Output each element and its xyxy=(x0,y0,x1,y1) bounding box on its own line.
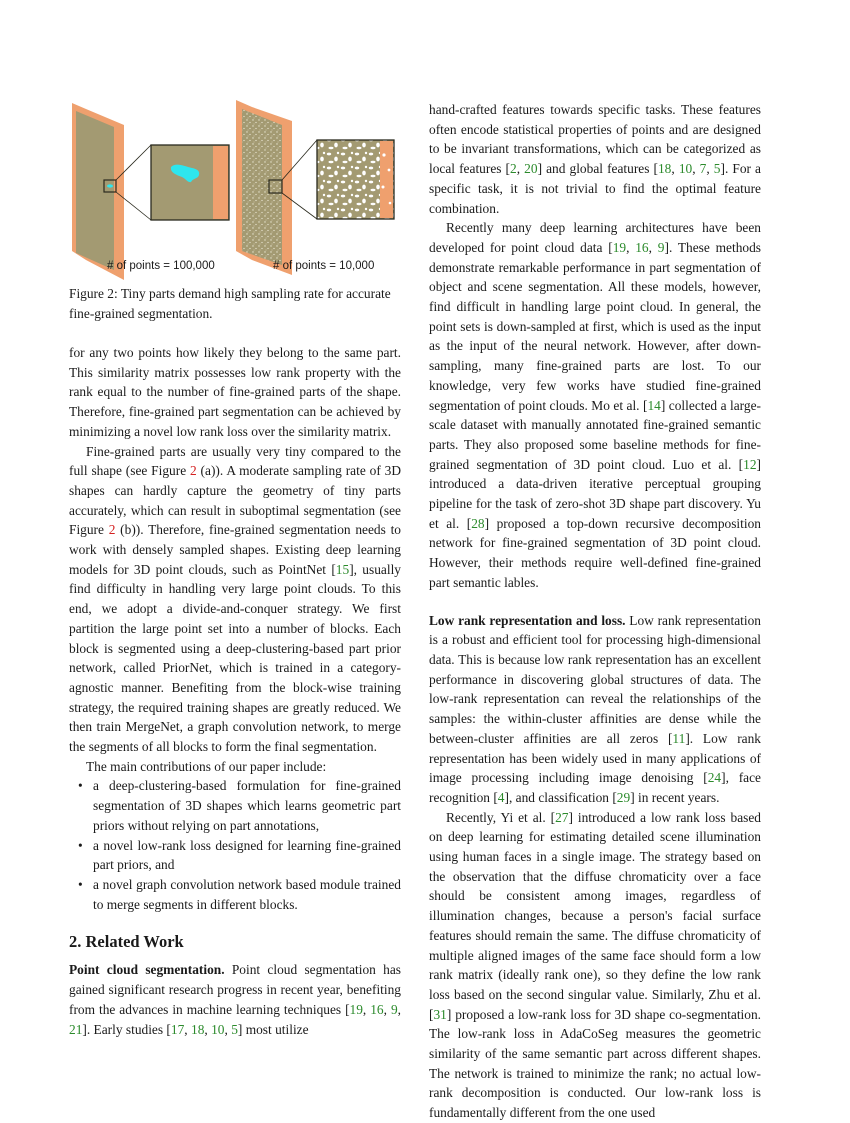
text: , xyxy=(692,161,700,177)
text: ] collected a large-scale dataset with manually annotated fine-grained semantic parts. They also proposed some baseline methods for fine-grained segmentation of 3D point cloud. Luo et al. [ xyxy=(429,397,761,472)
citation-link[interactable]: 29 xyxy=(616,789,631,805)
paragraph-point-cloud-segmentation xyxy=(69,960,401,1039)
citation-link[interactable]: 31 xyxy=(433,1006,447,1022)
citation-link[interactable]: 9 xyxy=(657,239,665,255)
dense-inset xyxy=(151,145,229,220)
figure-ref-link[interactable]: 2 xyxy=(108,522,116,538)
text: , xyxy=(706,161,714,177)
text: ], and classification [ xyxy=(504,789,617,805)
citation-link[interactable]: 11 xyxy=(672,730,686,746)
dense-door xyxy=(72,103,151,280)
text: , xyxy=(184,1021,191,1037)
citation-link[interactable]: 16 xyxy=(635,239,649,255)
paragraph-similarity: for any two points how likely they belong to the same part. This similarity matrix possesses low rank property with the rank equal to the number of fine-grained parts of the shape. Therefore, fine-grained part segmentation can be achieved by minimizing a novel low rank loss over the similarity matrix. xyxy=(69,345,401,439)
sparse-panel-label: # of points = 10,000 xyxy=(273,260,375,272)
text: Point cloud segmentation has gained significant research progress in recent year, benefiting from the advances in machine learning techniques [ xyxy=(69,962,402,1017)
citation-link[interactable]: 5 xyxy=(713,161,721,177)
text: Recently many deep learning architectures have been developed for point cloud data [ xyxy=(429,220,761,255)
right-column xyxy=(429,100,761,1123)
citation-link[interactable]: 14 xyxy=(647,397,661,413)
text: , xyxy=(626,239,636,255)
text: ] and global features [ xyxy=(537,161,658,177)
figure-ref-link[interactable]: 2 xyxy=(190,463,197,479)
list-item: • a deep-clustering-based formulation for fine-grained segmentation of 3D shapes which learns geometric part priors without relying on part annotations, xyxy=(69,776,401,835)
paragraph-contributions-intro: The main contributions of our paper include: xyxy=(86,758,327,774)
paragraph-low-rank xyxy=(429,611,761,808)
text: Recently, Yi et al. [ xyxy=(446,809,556,825)
citation-link[interactable]: 28 xyxy=(471,515,485,531)
left-column xyxy=(69,343,401,1039)
text: ] introduced a data-driven iterative perceptual grouping pipeline for the task of zero-shot 3D shape part discovery. Yu et al. [ xyxy=(429,456,761,531)
text: ]. These methods demonstrate remarkable performance in part segmentation of object and scene segmentation. All these models, however, find difficult in handling large point cloud. In general, the point sets is down-sampled at first, which is used as the input as the input of the neural network. However, after down-sampling, many fine-grained parts are lost. To our knowledge, very few works have studied fine-grained segmentation of point clouds. Mo et al. [ xyxy=(429,239,761,413)
text: Low rank representation is a robust and efficient tool for processing high-dimensional data. This is because low rank representation has an excellent performance in discovering global structures of data. The low-rank representation can reveal the relationships of the samples: the within-cluster affinities are dense while the between-cluster affinities are all zeros [ xyxy=(429,612,761,746)
paragraph-fine-grained xyxy=(69,442,401,757)
text: , xyxy=(648,239,658,255)
citation-link[interactable]: 12 xyxy=(743,456,757,472)
paragraph-heading: Point cloud segmentation. xyxy=(69,962,225,978)
text: ] most utilize xyxy=(237,1021,309,1037)
citation-link[interactable]: 16 xyxy=(370,1001,384,1017)
text: , xyxy=(671,161,679,177)
citation-link[interactable]: 27 xyxy=(555,809,569,825)
paragraph-heading: Low rank representation and loss. xyxy=(429,612,626,628)
text: (b)). Therefore, fine-grained segmentation needs to work with densely sampled shapes. Existing deep learning models for 3D point clouds, such as PointNet [ xyxy=(69,522,401,577)
text: ] in recent years. xyxy=(630,789,720,805)
caption-text: Tiny parts demand high sampling rate for accurate fine-grained segmentation. xyxy=(69,286,391,321)
citation-link[interactable]: 10 xyxy=(211,1021,225,1037)
citation-link[interactable]: 21 xyxy=(69,1021,83,1037)
text: ]. Early studies [ xyxy=(82,1021,171,1037)
citation-link[interactable]: 20 xyxy=(524,161,538,177)
text: ], face recognition [ xyxy=(429,770,761,805)
dense-panel-label: # of points = 100,000 xyxy=(107,260,215,272)
citation-link[interactable]: 7 xyxy=(699,161,707,177)
citation-link[interactable]: 24 xyxy=(707,770,722,786)
citation-link[interactable]: 2 xyxy=(510,161,517,177)
citation-link[interactable]: 5 xyxy=(231,1021,238,1037)
paragraph-gap xyxy=(429,593,761,611)
text: hand-crafted features towards specific tasks. These features often encode statistical properties of points and are designed to be invariant transformations, which can be categorized as local features [ xyxy=(429,102,761,177)
citation-link[interactable]: 9 xyxy=(390,1001,398,1017)
citation-link[interactable]: 19 xyxy=(349,1001,363,1017)
list-item: • a novel graph convolution network based module trained to merge segments in different blocks. xyxy=(69,875,401,914)
caption-label: Figure 2: xyxy=(69,286,118,301)
text: ] proposed a low-rank loss for 3D shape co-segmentation. The low-rank loss in AdaCoSeg measures the geometric similarity of the same semantic part across different shapes. The network is trained to minimize the rank; no actual low-rank decomposition is conducted. Our low-rank loss is fundamentally different from the one used xyxy=(429,1006,761,1121)
text: ] introduced a low rank loss based on deep learning for estimating detailed scene illumination using human faces in a single image. The strategy based on the observation that the diffuse chromaticity over a face should be consistent among images, regardless of illumination changes, because a person's facial surface features should remain the same. The diffuse chromaticity of multiple aligned images of the same face should form a low rank matrix (ideally rank one), so they define the low rank loss based on the second singular value. Similarly, Zhu et al. [ xyxy=(429,809,761,1022)
text: , xyxy=(516,161,525,177)
text: , xyxy=(224,1021,232,1037)
citation-link[interactable]: 15 xyxy=(335,561,350,577)
figure-2 xyxy=(60,95,420,280)
sparse-inset xyxy=(317,140,394,219)
contributions-list xyxy=(69,776,401,914)
text: ], usually find difficulty in handling very large point clouds. To this end, we adopt a divide-and-conquer strategy. We first partition the large point set into a number of blocks. Each block is segmented using a deep-clustering-based part prior network, called PriorNet, which is trained in a category-agnostic manner. Benefiting from the block-wise training strategy, the required training shapes are greatly reduced. We then train MergeNet, a graph convolution network, to merge the segments of all blocks to form the final segmentation. xyxy=(69,561,401,755)
citation-link[interactable]: 18 xyxy=(191,1021,205,1037)
figure-caption xyxy=(69,284,401,323)
paragraph-yi-et-al xyxy=(429,808,761,1123)
text: , xyxy=(383,1001,391,1017)
citation-link[interactable]: 17 xyxy=(170,1021,185,1037)
paragraph-deep-learning xyxy=(429,218,761,592)
citation-link[interactable]: 4 xyxy=(497,789,505,805)
citation-link[interactable]: 10 xyxy=(678,161,693,177)
paragraph-handcrafted-features xyxy=(429,100,761,218)
text: ]. For a specific task, it is not trivial to find the optimal feature combination. xyxy=(429,161,761,216)
text: , xyxy=(362,1001,371,1017)
citation-link[interactable]: 19 xyxy=(612,239,627,255)
text: , xyxy=(204,1021,212,1037)
text: (a)). A moderate sampling rate of 3D shapes can hardly capture the geometry of tiny parts accurately, which can result in suboptimal segmentation (see Figure xyxy=(69,463,401,538)
section-heading-related-work: 2. Related Work xyxy=(69,932,184,952)
text: ]. Low rank representation has been widely used in many applications of image processing including image denoising [ xyxy=(429,730,761,786)
list-item: • a novel low-rank loss designed for learning fine-grained part priors, and xyxy=(69,836,401,875)
sparse-door xyxy=(236,100,317,275)
text: , xyxy=(397,1001,401,1017)
figure-2-illustration xyxy=(60,95,420,280)
text: ] proposed a top-down recursive decomposition network for fine-grained segmentation of 3D point cloud. However, their methods require well-defined fine-grained part semantic lables. xyxy=(429,515,761,590)
text: Fine-grained parts are usually very tiny compared to the full shape (see Figure xyxy=(69,443,401,479)
citation-link[interactable]: 18 xyxy=(657,161,672,177)
